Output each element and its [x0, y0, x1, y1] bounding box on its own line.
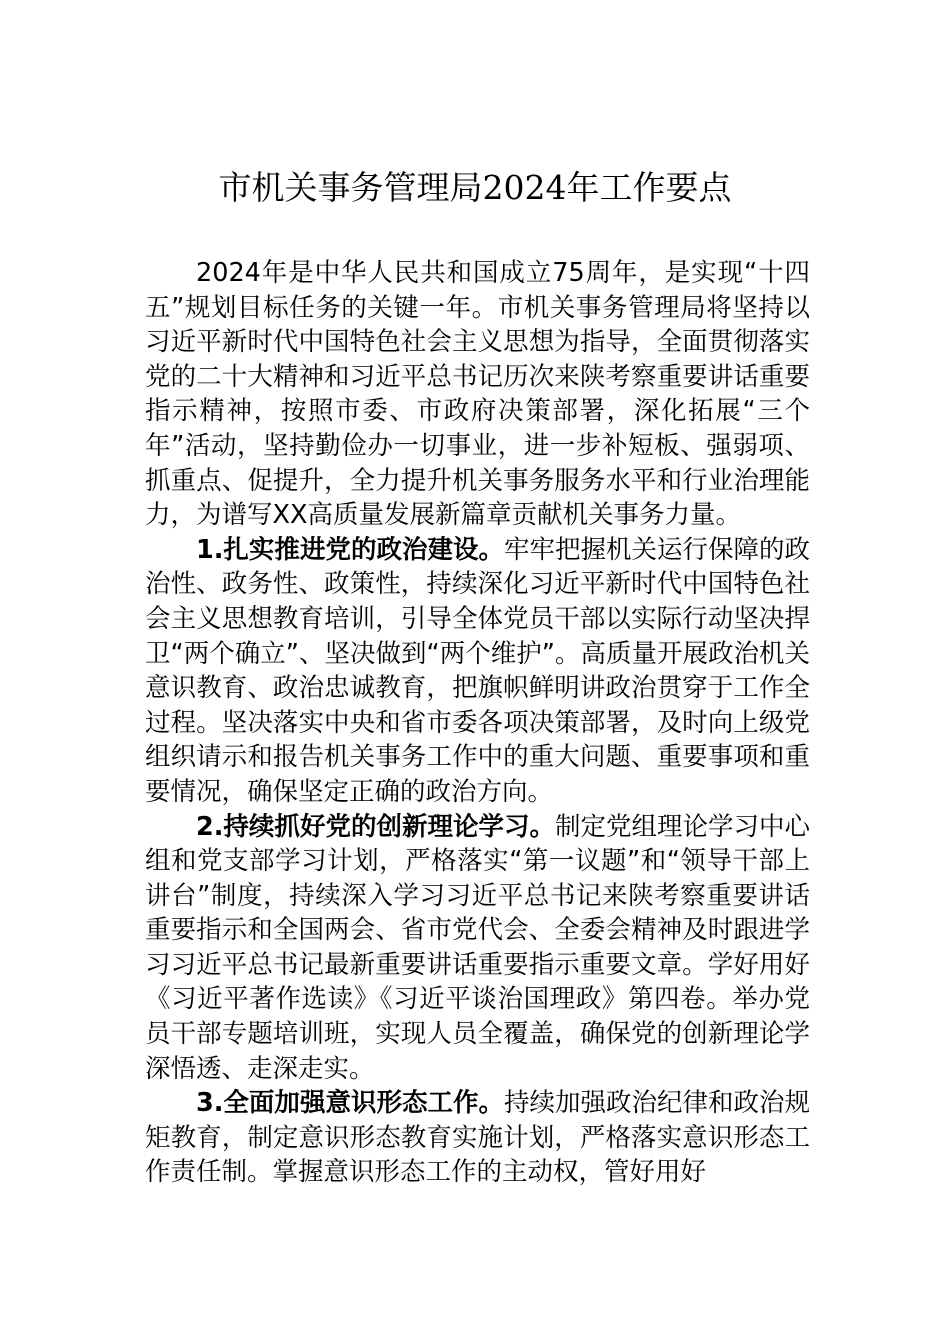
section-heading-3: 3.全面加强意识形态工作。: [196, 1088, 504, 1119]
section-paragraph-2: [145, 810, 810, 1087]
section-text-2: 制定党组理论学习中心组和党支部学习计划，严格落实“第一议题”和“领导干部上讲台”制度，持续深入学习习近平总书记来陕考察重要讲话重要指示和全国两会、省市党代会、全委会精神及时跟进学习习近平总书记最新重要讲话重要指示重要文章。学好用好《习近平著作选读》《习近平谈治国理政》第四卷。举办党员干部专题培训班，实现人员全覆盖，确保党的创新理论学深悟透、走深走实。: [145, 811, 810, 1084]
section-paragraph-1: [145, 533, 810, 810]
section-text-3: 持续加强政治纪律和政治规矩教育，制定意识形态教育实施计划，严格落实意识形态工作责任制。掌握意识形态工作的主动权，管好用好: [145, 1088, 810, 1188]
section-paragraph-3: [145, 1086, 810, 1190]
section-text-1: 牢牢把握机关运行保障的政治性、政务性、政策性，持续深化习近平新时代中国特色社会主义思想教育培训，引导全体党员干部以实际行动坚决捍卫“两个确立”、坚决做到“两个维护”。高质量开展政治机关意识教育、政治忠诚教育，把旗帜鲜明讲政治贯穿于工作全过程。坚决落实中央和省市委各项决策部署，及时向上级党组织请示和报告机关事务工作中的重大问题、重要事项和重要情况，确保坚定正确的政治方向。: [145, 534, 810, 807]
intro-paragraph: 2024年是中华人民共和国成立75周年，是实现“十四五”规划目标任务的关键一年。市机关事务管理局将坚持以习近平新时代中国特色社会主义思想为指导，全面贯彻落实党的二十大精神和习近平总书记历次来陕考察重要讲话重要指示精神，按照市委、市政府决策部署，深化拓展“三个年”活动，坚持勤俭办一切事业，进一步补短板、强弱项、抓重点、促提升，全力提升机关事务服务水平和行业治理能力，为谱写XX高质量发展新篇章贡献机关事务力量。: [145, 258, 810, 531]
section-heading-2: 2.持续抓好党的创新理论学习。: [196, 811, 555, 842]
document-title: 市机关事务管理局2024年工作要点: [218, 168, 732, 207]
document-body: [145, 256, 810, 1190]
section-heading-1: 1.扎实推进党的政治建设。: [196, 534, 504, 565]
